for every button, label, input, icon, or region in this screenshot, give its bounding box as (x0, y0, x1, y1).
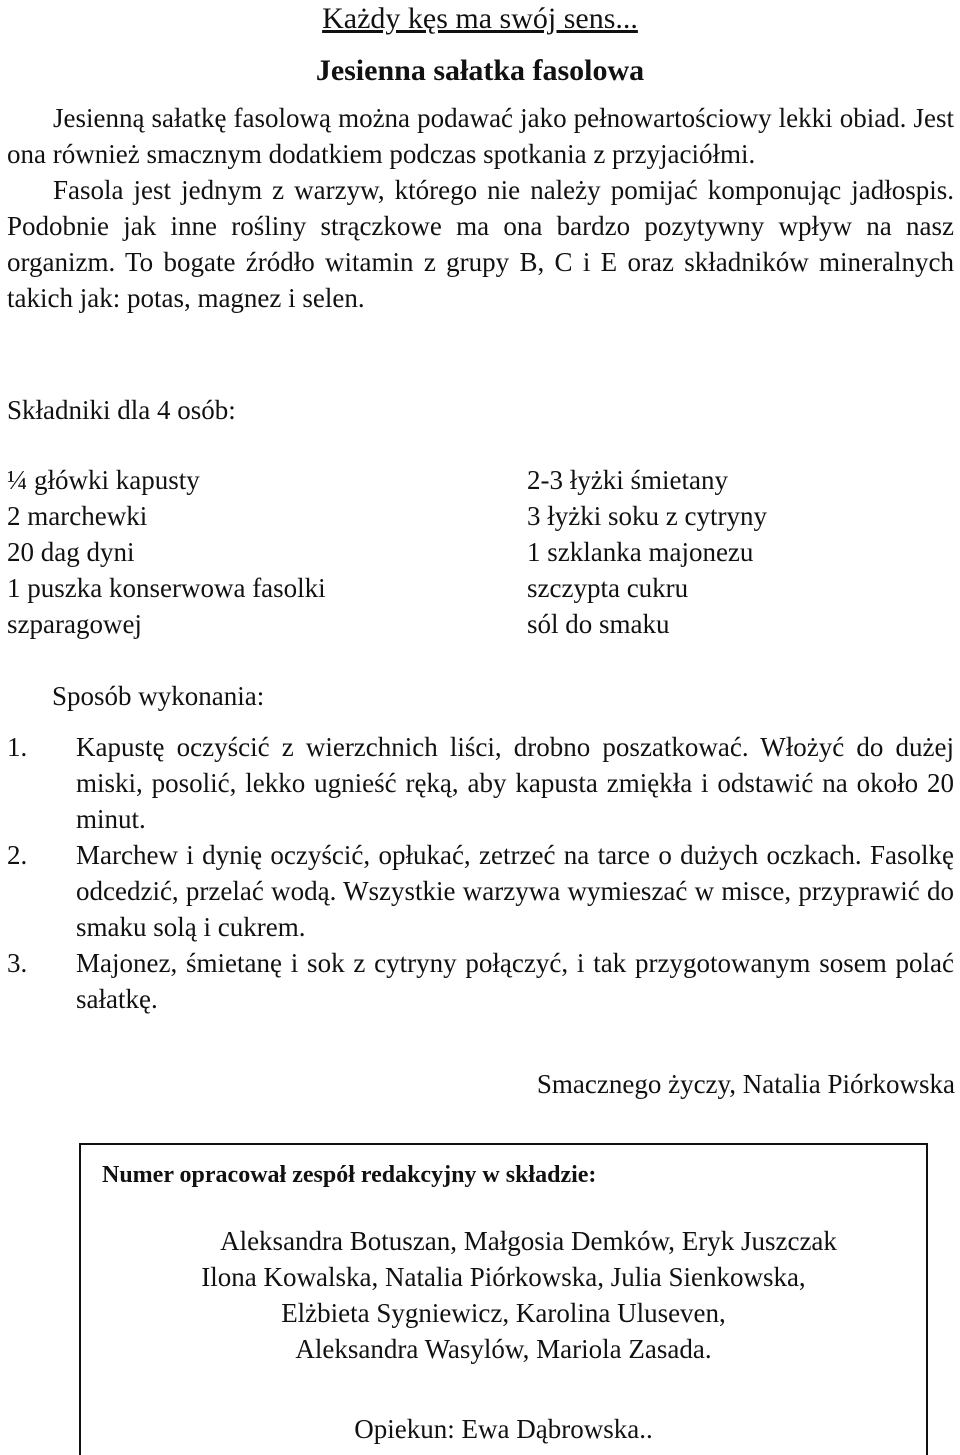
intro-paragraph: Jesienną sałatkę fasolową można podawać jako pełnowartościowy lekki obiad. Jest ona również smacznym dodatkiem podczas spotkania z przyjaciółmi. (7, 103, 954, 169)
recipe-title: Jesienna sałatka fasolowa (315, 54, 645, 87)
ingredient-item: 3 łyżki soku z cytryny (527, 501, 767, 531)
step-text: Kapustę oczyścić z wierzchnich liści, drobno poszatkować. Włożyć do dużej miski, posolić, lekko ugnieść ręką, aby kapusta zmiękła i odstawić na około 20 minut. (76, 732, 954, 834)
editorial-team-box (79, 1143, 928, 1455)
ingredients-list-left (7, 462, 427, 642)
ingredient-item: ¼ główki kapusty (7, 465, 200, 495)
step-number: 2. (7, 840, 28, 870)
step-number: 3. (7, 948, 28, 978)
ingredient-item: 2 marchewki (7, 501, 148, 531)
ingredient-item: sól do smaku (527, 609, 670, 639)
method-step (7, 945, 954, 1017)
step-number: 1. (7, 732, 28, 762)
team-names-line: Elżbieta Sygniewicz, Karolina Uluseven, (281, 1298, 726, 1328)
signature: Smacznego życzy, Natalia Piórkowska (536, 1069, 955, 1099)
method-step (7, 837, 954, 945)
team-names-line: Ilona Kowalska, Natalia Piórkowska, Julia Sienkowska, (201, 1262, 806, 1292)
ingredients-heading: Składniki dla 4 osób: (7, 395, 236, 425)
ingredient-item: szczypta cukru (527, 573, 689, 603)
ingredients-list-right (527, 462, 947, 642)
supervisor: Opiekun: Ewa Dąbrowska.. (354, 1414, 653, 1444)
editorial-team-list (81, 1223, 926, 1367)
method-steps (7, 729, 954, 1017)
ingredient-item: 20 dag dyni (7, 537, 135, 567)
ingredient-item: 2-3 łyżki śmietany (527, 465, 728, 495)
ingredient-item: 1 puszka konserwowa fasolki szparagowej (7, 573, 326, 639)
intro-paragraph: Fasola jest jednym z warzyw, którego nie należy pomijać komponując jadłospis. Podobnie jak inne rośliny strączkowe ma ona bardzo pozytywny wpływ na nasz organizm. To bogate źródło witamin z grupy B, C i E oraz składników mineralnych takich jak: potas, magnez i selen. (7, 175, 954, 313)
step-text: Majonez, śmietanę i sok z cytryny połączyć, i tak przygotowanym sosem polać sałatkę. (76, 948, 954, 1014)
section-title: Każdy kęs ma swój sens... (322, 2, 638, 35)
team-names-line: Aleksandra Wasylów, Mariola Zasada. (295, 1334, 712, 1364)
editorial-team-heading: Numer opracował zespół redakcyjny w składzie: (102, 1162, 597, 1188)
intro-text (7, 100, 954, 316)
step-text: Marchew i dynię oczyścić, opłukać, zetrzeć na tarce o dużych oczkach. Fasolkę odcedzić, przelać wodą. Wszystkie warzywa wymieszać w misce, przyprawić do smaku solą i cukrem. (76, 840, 954, 942)
method-heading: Sposób wykonania: (52, 681, 265, 711)
ingredient-item: 1 szklanka majonezu (527, 537, 754, 567)
team-names-line: Aleksandra Botuszan, Małgosia Demków, Eryk Juszczak (220, 1226, 837, 1256)
method-step (7, 729, 954, 837)
